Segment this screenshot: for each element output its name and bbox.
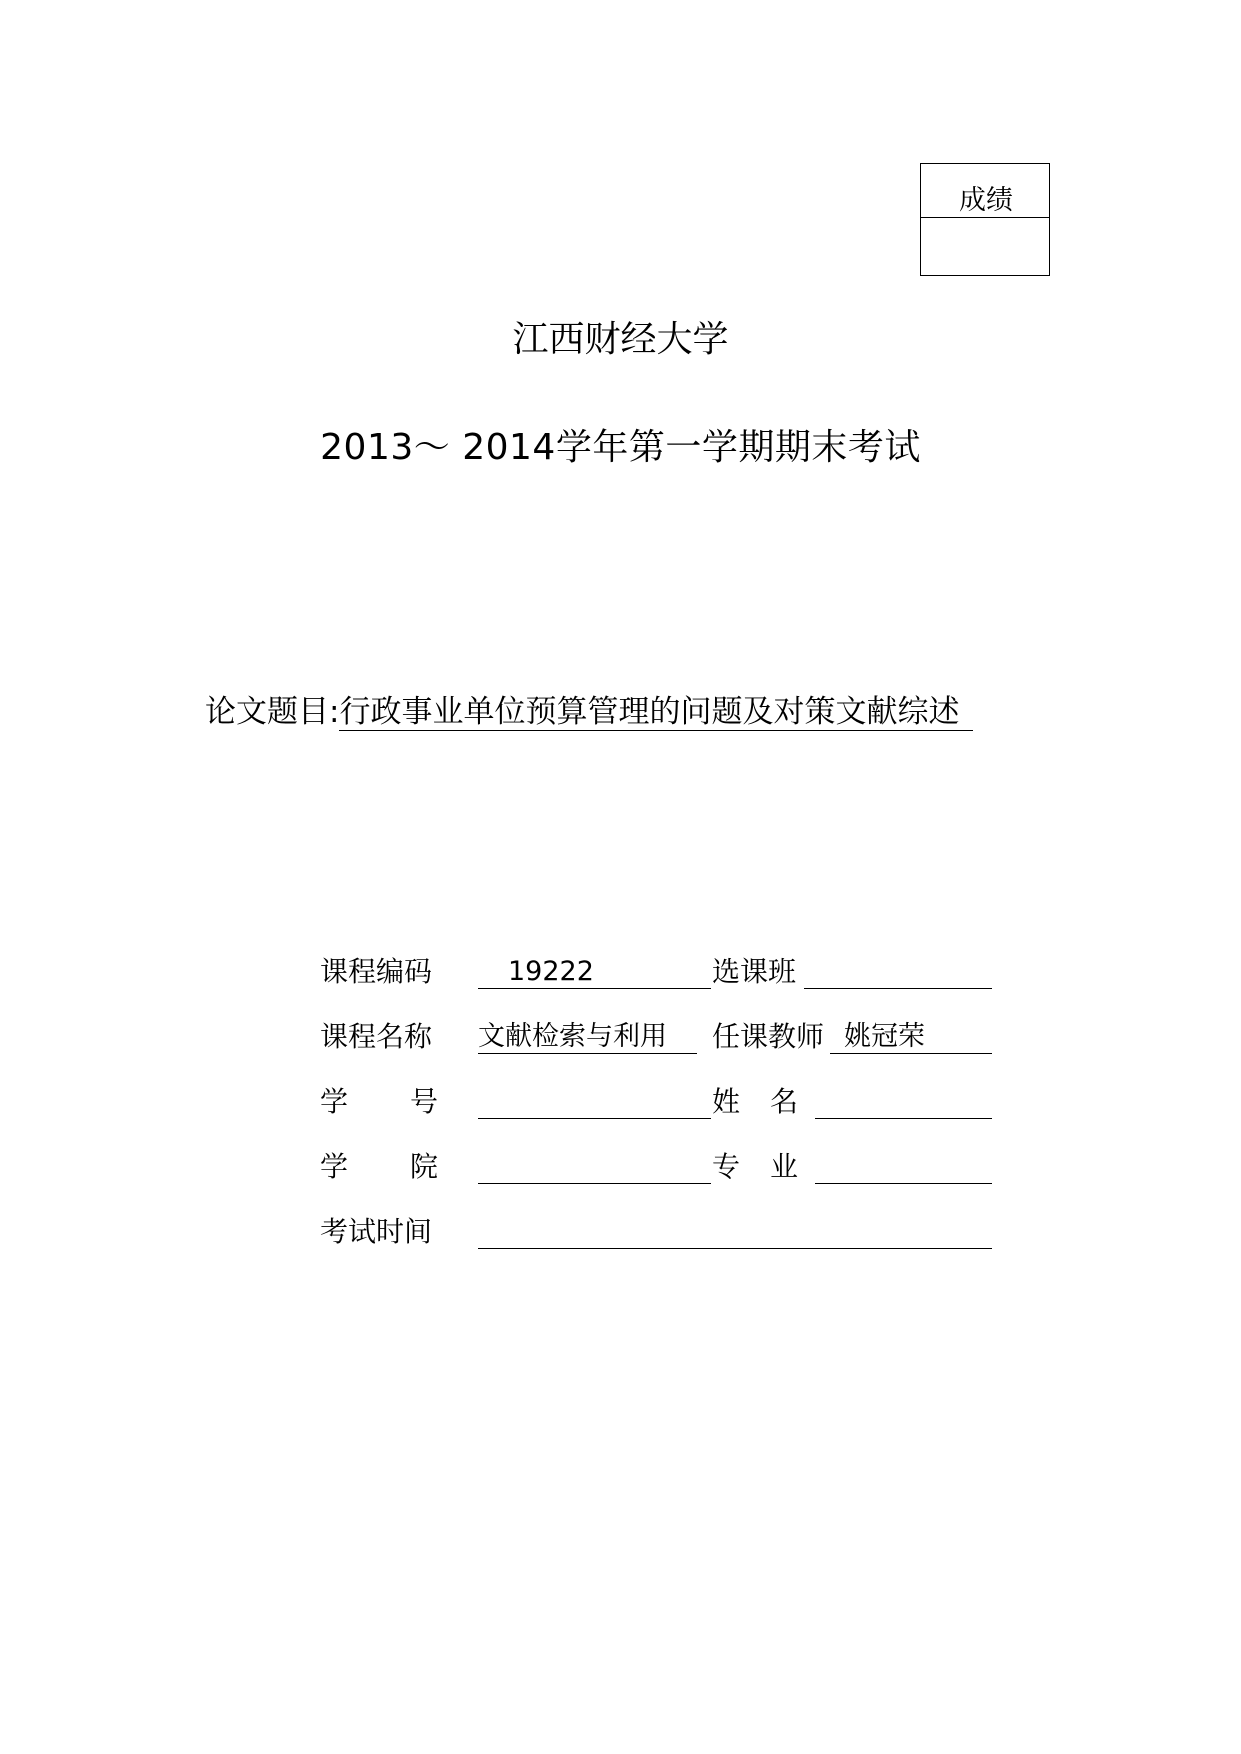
college-label-b: 院 [410, 1150, 439, 1183]
course-code-label: 课程编码 [320, 955, 433, 988]
university-name: 江西财经大学 [512, 319, 729, 360]
name-blank [815, 1118, 992, 1119]
exam-time-blank [478, 1248, 992, 1249]
name-label-b: 名 [770, 1085, 799, 1118]
name-label-a: 姓 [712, 1085, 741, 1118]
teacher-label: 任课教师 [712, 1020, 825, 1053]
student-id-label-a: 学 [320, 1085, 349, 1118]
course-name-value: 文献检索与利用 [478, 1021, 667, 1052]
thesis-topic-value: 行政事业单位预算管理的问题及对策文献综述 [339, 694, 973, 731]
score-box [920, 163, 1050, 276]
teacher-value: 姚冠荣 [844, 1021, 925, 1052]
student-id-label-b: 号 [410, 1085, 439, 1118]
score-label: 成绩 [959, 185, 1013, 216]
course-code-blank [478, 988, 711, 989]
thesis-topic-label: 论文题目: [205, 694, 340, 730]
course-code-value: 19222 [508, 956, 594, 987]
major-label-b: 业 [770, 1150, 799, 1183]
form-row-exam-time [320, 1212, 1000, 1252]
form-row-course-code [320, 952, 1000, 992]
score-divider [921, 217, 1049, 218]
college-blank [478, 1183, 711, 1184]
course-name-blank [478, 1053, 697, 1054]
form-row-course-name [320, 1017, 1000, 1057]
form-row-college [320, 1147, 1000, 1187]
course-name-label: 课程名称 [320, 1020, 433, 1053]
student-id-blank [478, 1118, 711, 1119]
major-label-a: 专 [712, 1150, 741, 1183]
exam-time-label: 考试时间 [320, 1215, 433, 1248]
class-label: 选课班 [712, 955, 797, 988]
exam-term-title: 2013～ 2014学年第一学期期末考试 [320, 427, 921, 468]
thesis-topic [205, 692, 973, 732]
major-blank [815, 1183, 992, 1184]
teacher-blank [830, 1053, 992, 1054]
form-row-student-id [320, 1082, 1000, 1122]
college-label-a: 学 [320, 1150, 349, 1183]
class-blank [804, 988, 992, 989]
